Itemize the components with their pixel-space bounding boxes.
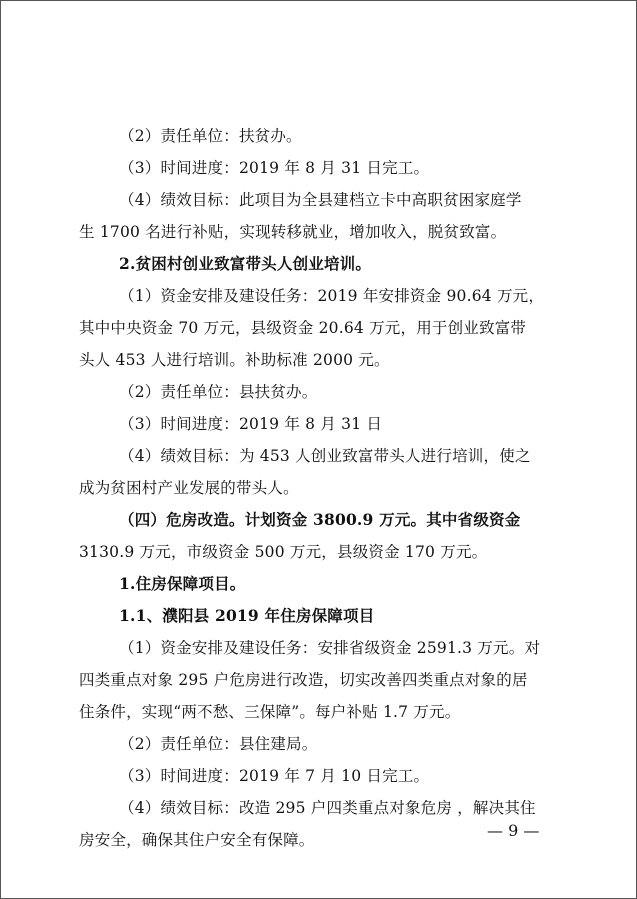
text-line: （2）责任单位：县扶贫办。 — [119, 383, 318, 401]
text-line: （4）绩效目标：为 453 人创业致富带头人进行培训，使之 — [119, 447, 531, 465]
section-heading: （四）危房改造。计划资金 3800.9 万元。其中省级资金 — [119, 510, 521, 529]
section-heading: 1.住房保障项目。 — [119, 574, 246, 593]
text-line: 房安全，确保其住户安全有保障。 — [79, 831, 315, 849]
text-line: 成为贫困村产业发展的带头人。 — [79, 479, 299, 497]
text-line: 住条件，实现“两不愁、三保障”。每户补贴 1.7 万元。 — [79, 703, 461, 721]
text-line: （2）责任单位：县住建局。 — [119, 735, 318, 753]
text-line: （4）绩效目标：改造 295 户四类重点对象危房 ，解决其住 — [119, 799, 536, 817]
text-line: （3）时间进度：2019 年 8 月 31 日完工。 — [119, 159, 430, 177]
text-line: 头人 453 人进行培训。补助标准 2000 元。 — [79, 351, 390, 369]
text-line: 3130.9 万元，市级资金 500 万元，县级资金 170 万元。 — [79, 543, 488, 561]
text-line: 生 1700 名进行补贴，实现转移就业，增加收入，脱贫致富。 — [79, 223, 507, 241]
section-heading: 1.1、濮阳县 2019 年住房保障项目 — [119, 606, 375, 625]
text-line: （3）时间进度：2019 年 8 月 31 日 — [119, 415, 383, 433]
text-line: 四类重点对象 295 户危房进行改造，切实改善四类重点对象的居 — [79, 671, 528, 689]
text-line: （4）绩效目标：此项目为全县建档立卡中高职贫困家庭学 — [119, 191, 522, 209]
text-line: （2）责任单位：扶贫办。 — [119, 127, 302, 145]
text-line: （1）资金安排及建设任务：安排省级资金 2591.3 万元。对 — [119, 639, 541, 657]
text-line: （1）资金安排及建设任务：2019 年安排资金 90.64 万元， — [119, 287, 545, 305]
page-number: — 9 — — [487, 821, 540, 840]
section-heading: 2.贫困村创业致富带头人创业培训。 — [119, 254, 372, 273]
text-line: （3）时间进度：2019 年 7 月 10 日完工。 — [119, 767, 430, 785]
text-line: 其中中央资金 70 万元，县级资金 20.64 万元，用于创业致富带 — [79, 319, 527, 337]
